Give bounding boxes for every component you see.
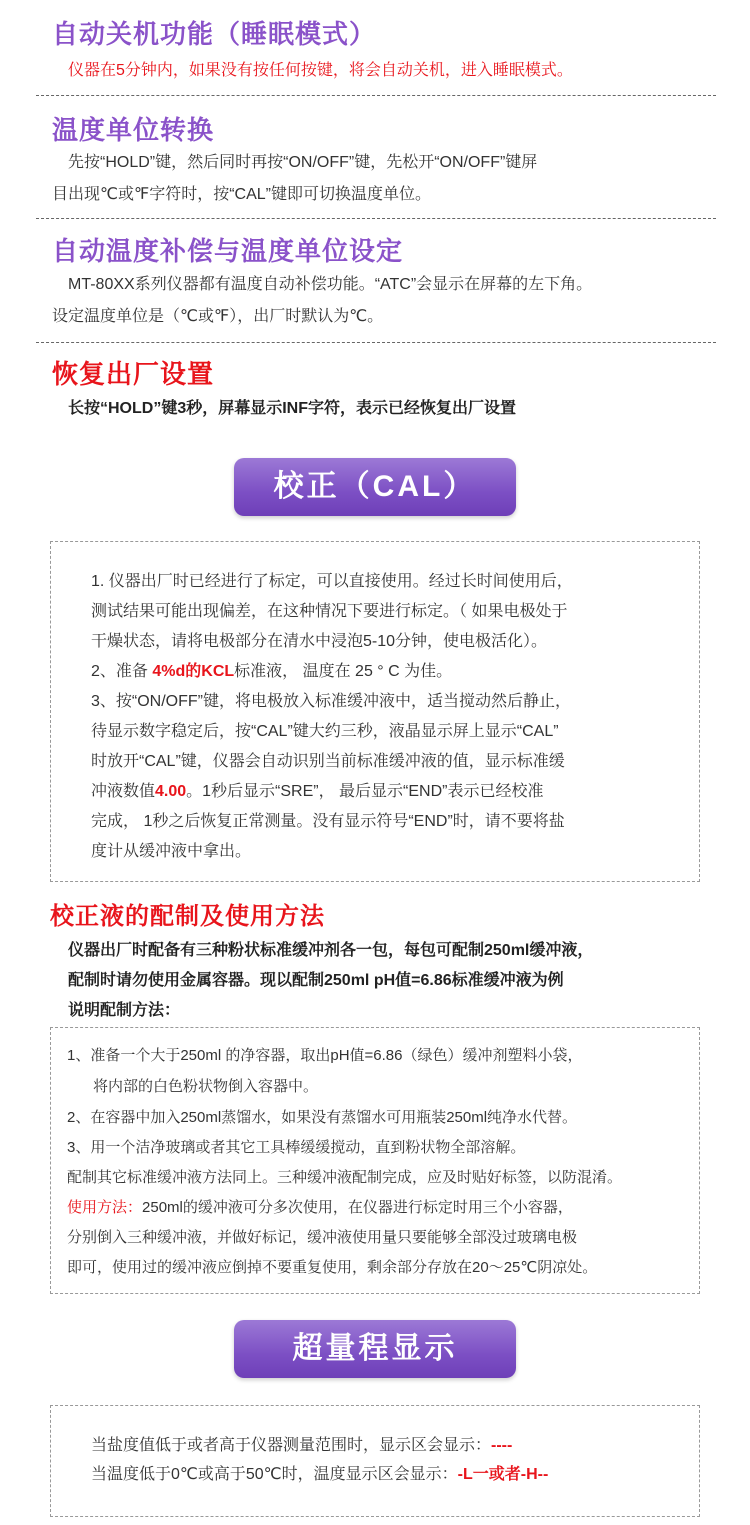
value-prefix: 冲液数值	[91, 783, 156, 800]
calibration-step3-value-line	[91, 778, 544, 801]
solution-intro: 配制时请勿使用金属容器。现以配制250ml pH值=6.86标准缓冲液为例	[68, 972, 564, 989]
solution-step: 2、在容器中加入250ml蒸馏水，如果没有蒸馏水可用瓶装250ml纯净水代替。	[67, 1109, 578, 1126]
over-range-box	[50, 1405, 700, 1517]
unit-switch-line2: 目出现℃或℉字符时，按“CAL”键即可切换温度单位。	[52, 186, 431, 203]
salinity-text: 当盐度值低于或者高于仪器测量范围时，显示区会显示：	[91, 1437, 492, 1454]
solution-box	[50, 1027, 700, 1294]
over-range-banner: 超量程显示	[234, 1320, 516, 1378]
temperature-value: -L一或者-H--	[457, 1466, 549, 1483]
salinity-value: ----	[491, 1437, 513, 1454]
calibration-step2	[91, 658, 452, 681]
calibration-line: 干燥状态，请将电极部分在清水中浸泡5-10分钟，使电极活化）。	[91, 633, 548, 650]
over-range-line2	[91, 1461, 548, 1484]
calibration-step3-line: 待显示数字稳定后，按“CAL”键大约三秒，液晶显示屏上显示“CAL”	[91, 723, 559, 740]
atc-line1: MT-80XX系列仪器都有温度自动补偿功能。“ATC”会显示在屏幕的左下角。	[68, 276, 593, 293]
divider	[36, 342, 716, 343]
buffer-value: 4.00	[155, 783, 187, 800]
usage-line: 即可，使用过的缓冲液应倒掉不要重复使用，剩余部分存放在20～25℃阴凉处。	[67, 1259, 598, 1276]
calibration-step3-line: 3、按“ON/OFF”键，将电极放入标准缓冲液中，适当搅动然后静止，	[91, 693, 571, 710]
divider	[36, 218, 716, 219]
solution-title: 校正液的配制及使用方法	[50, 903, 325, 930]
calibration-banner: 校正（CAL）	[234, 458, 516, 516]
solution-step: 配制其它标准缓冲液方法同上。三种缓冲液配制完成，应及时贴好标签，以防混淆。	[67, 1169, 623, 1186]
calibration-box	[50, 541, 700, 882]
kcl-highlight: 4%d的KCL	[152, 663, 235, 680]
auto-off-text: 仪器在5分钟内，如果没有按任何按键，将会自动关机，进入睡眠模式。	[68, 62, 573, 79]
usage-label: 使用方法：	[67, 1199, 143, 1216]
step2-prefix: 2、准备	[91, 663, 153, 680]
solution-step: 将内部的白色粉状物倒入容器中。	[93, 1078, 319, 1095]
step2-suffix: 标准液， 温度在 25 ° C 为佳。	[234, 663, 453, 680]
solution-intro: 仪器出厂时配备有三种粉状标准缓冲剂各一包，每包可配制250ml缓冲液，	[68, 942, 594, 959]
auto-off-title: 自动关机功能（睡眠模式）	[52, 19, 377, 49]
usage-line: 分别倒入三种缓冲液，并做好标记，缓冲液使用量只要能够全部没过玻璃电极	[67, 1229, 578, 1246]
factory-reset-text: 长按“HOLD”键3秒，屏幕显示INF字符，表示已经恢复出厂设置	[68, 400, 517, 417]
unit-switch-line1: 先按“HOLD”键，然后同时再按“ON/OFF”键，先松开“ON/OFF”键屏	[68, 154, 538, 171]
calibration-line: 测试结果可能出现偏差，在这种情况下要进行标定。（ 如果电极处于	[91, 603, 568, 620]
calibration-line: 1. 仪器出厂时已经进行了标定，可以直接使用。经过长时间使用后，	[91, 573, 573, 590]
usage-text: 250ml的缓冲液可分多次使用，在仪器进行标定时用三个小容器，	[142, 1199, 573, 1216]
usage-line	[67, 1196, 573, 1217]
calibration-step3-tail: 完成， 1秒之后恢复正常测量。没有显示符号“END”时，请不要将盐	[91, 813, 565, 830]
over-range-line1	[91, 1432, 512, 1455]
solution-step: 1、准备一个大于250ml 的净容器，取出pH值=6.86（绿色）缓冲剂塑料小袋，	[67, 1047, 583, 1064]
calibration-step3-tail: 度计从缓冲液中拿出。	[91, 843, 252, 860]
value-suffix: 。1秒后显示“SRE”， 最后显示“END”表示已经校准	[186, 783, 544, 800]
solution-step: 3、用一个洁净玻璃或者其它工具棒缓缓搅动，直到粉状物全部溶解。	[67, 1139, 526, 1156]
temperature-text: 当温度低于0℃或高于50℃时，温度显示区会显示：	[91, 1466, 458, 1483]
atc-title: 自动温度补偿与温度单位设定	[52, 236, 404, 266]
atc-line2: 设定温度单位是（℃或℉），出厂时默认为℃。	[52, 308, 384, 325]
divider	[36, 95, 716, 96]
calibration-step3-line: 时放开“CAL”键，仪器会自动识别当前标准缓冲液的值，显示标准缓	[91, 753, 565, 770]
factory-reset-title: 恢复出厂设置	[52, 359, 215, 389]
solution-intro: 说明配制方法：	[68, 1002, 181, 1019]
unit-switch-title: 温度单位转换	[52, 115, 215, 145]
